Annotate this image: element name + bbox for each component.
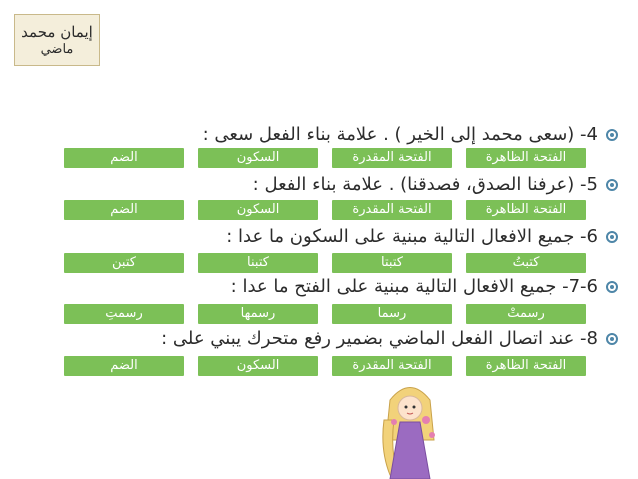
question-5 [98, 174, 618, 196]
option-button[interactable]: الضم [64, 148, 184, 168]
question-text: 4- (سعى محمد إلى الخير ) . علامة بناء الفعل سعى : [202, 124, 598, 145]
question-6 [98, 226, 618, 248]
bullet-icon [606, 281, 618, 293]
option-button[interactable]: رسمها [198, 304, 318, 324]
option-button[interactable]: الفتحة الظاهرة [466, 148, 586, 168]
option-button[interactable]: كتبن [64, 253, 184, 273]
bullet-icon [606, 231, 618, 243]
question-text: 8- عند اتصال الفعل الماضي بضمير رفع متحرك يبني على : [161, 328, 598, 349]
logo-name: إيمان محمد [21, 23, 93, 41]
author-logo [14, 14, 100, 66]
option-button[interactable]: كتبتُ [466, 253, 586, 273]
option-button[interactable]: السكون [198, 200, 318, 220]
option-button[interactable]: رسما [332, 304, 452, 324]
logo-surname: ماضي [40, 42, 74, 57]
option-button[interactable]: الفتحة المقدرة [332, 148, 452, 168]
question-8 [98, 328, 618, 350]
option-button[interactable]: رسمتْ [466, 304, 586, 324]
option-button[interactable]: السكون [198, 356, 318, 376]
option-button[interactable]: رسمتِ [64, 304, 184, 324]
question-text: 7-6- جميع الافعال التالية مبنية على الفتح ما عدا : [230, 276, 598, 297]
option-button[interactable]: الفتحة المقدرة [332, 200, 452, 220]
option-button[interactable]: الضم [64, 200, 184, 220]
option-button[interactable]: الضم [64, 356, 184, 376]
option-button[interactable]: الفتحة المقدرة [332, 356, 452, 376]
option-button[interactable]: كتبنا [198, 253, 318, 273]
question-4 [98, 124, 618, 146]
princess-illustration [360, 380, 460, 479]
question-text: 5- (عرفنا الصدق، فصدقنا) . علامة بناء الفعل : [252, 174, 598, 195]
bullet-icon [606, 129, 618, 141]
bullet-icon [606, 179, 618, 191]
option-button[interactable]: السكون [198, 148, 318, 168]
option-button[interactable]: الفتحة الظاهرة [466, 356, 586, 376]
bullet-icon [606, 333, 618, 345]
question-text: 6- جميع الافعال التالية مبنية على السكون ما عدا : [226, 226, 598, 247]
question-7 [98, 276, 618, 298]
option-button[interactable]: كتبتا [332, 253, 452, 273]
option-button[interactable]: الفتحة الظاهرة [466, 200, 586, 220]
